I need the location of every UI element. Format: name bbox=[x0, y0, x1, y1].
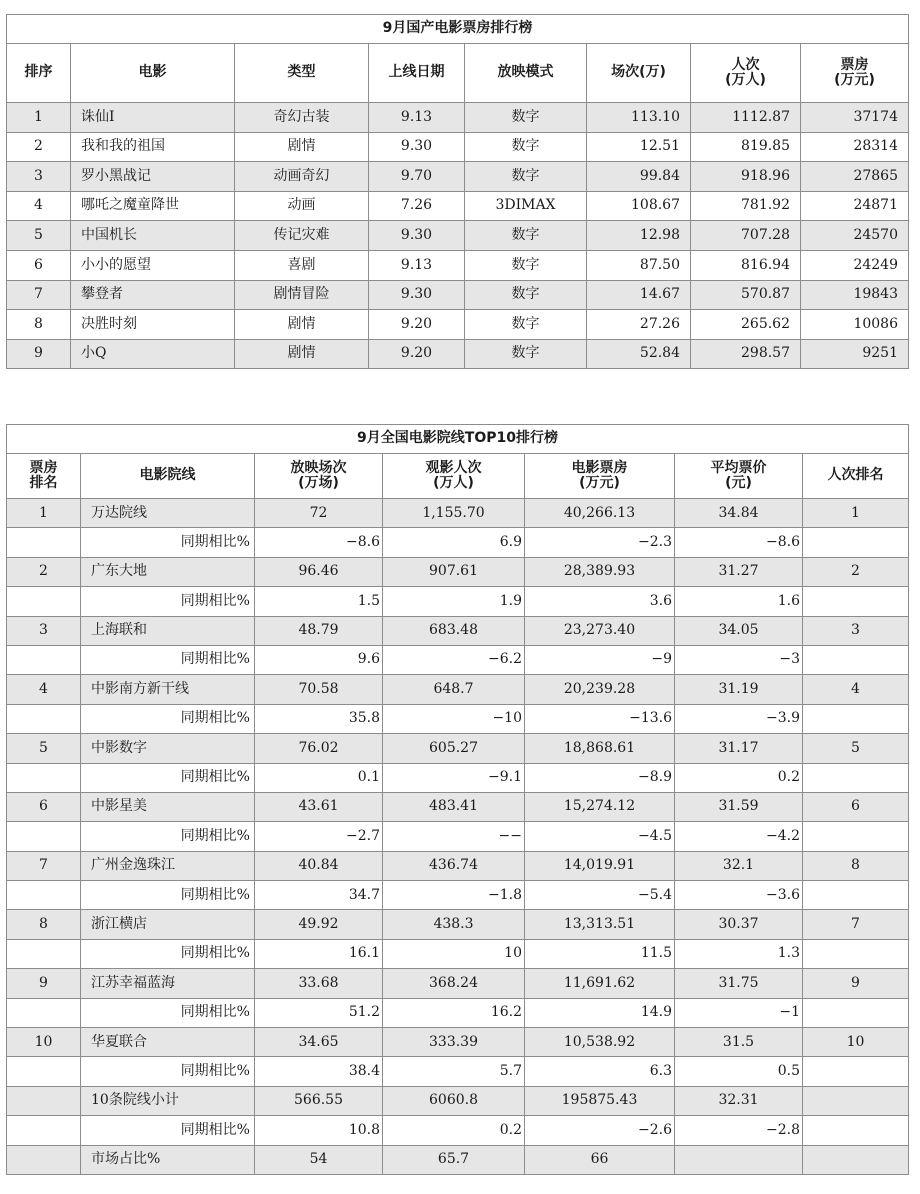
avg-price-cell: 31.75 bbox=[675, 969, 803, 998]
table-cell: 9.20 bbox=[369, 310, 465, 340]
admission-rank-cell: 1 bbox=[803, 499, 909, 528]
empty-cell bbox=[803, 939, 909, 968]
box-office-cell: 11,691.62 bbox=[525, 969, 675, 998]
admissions-cell: 65.7 bbox=[383, 1145, 525, 1174]
yoy-row bbox=[7, 822, 909, 851]
column-header: 观影人次 (万人) bbox=[383, 454, 525, 499]
yoy-value: 0.1 bbox=[255, 763, 383, 792]
admission-rank-cell: 3 bbox=[803, 616, 909, 645]
admission-rank-cell bbox=[803, 1145, 909, 1174]
table-row bbox=[7, 616, 909, 645]
table2-title-row bbox=[7, 425, 909, 454]
domestic-box-office-table bbox=[6, 14, 909, 369]
table-cell: 52.84 bbox=[587, 339, 691, 369]
cinema-chain-name: 广东大地 bbox=[81, 557, 255, 586]
empty-cell bbox=[7, 704, 81, 733]
yoy-value: 14.9 bbox=[525, 998, 675, 1027]
table-cell: 12.98 bbox=[587, 221, 691, 251]
table-cell: 剧情冒险 bbox=[235, 280, 369, 310]
column-header: 票房 (万元) bbox=[801, 44, 909, 103]
screenings-cell: 96.46 bbox=[255, 557, 383, 586]
avg-price-cell: 34.84 bbox=[675, 499, 803, 528]
admissions-cell: 436.74 bbox=[383, 851, 525, 880]
empty-cell bbox=[7, 939, 81, 968]
avg-price-cell: 31.27 bbox=[675, 557, 803, 586]
table-row bbox=[7, 910, 909, 939]
table-row bbox=[7, 191, 909, 221]
screenings-cell: 76.02 bbox=[255, 734, 383, 763]
yoy-row bbox=[7, 939, 909, 968]
admissions-cell: 333.39 bbox=[383, 1028, 525, 1057]
cinema-chain-name: 10条院线小计 bbox=[81, 1086, 255, 1115]
table-cell: 数字 bbox=[465, 103, 587, 133]
table-cell: 19843 bbox=[801, 280, 909, 310]
yoy-value: 34.7 bbox=[255, 881, 383, 910]
table-cell: 819.85 bbox=[691, 132, 801, 162]
table-cell: 87.50 bbox=[587, 250, 691, 280]
table-cell: 决胜时刻 bbox=[71, 310, 235, 340]
box-office-cell: 18,868.61 bbox=[525, 734, 675, 763]
table-cell: 传记灾难 bbox=[235, 221, 369, 251]
avg-price-cell: 32.1 bbox=[675, 851, 803, 880]
empty-cell bbox=[803, 704, 909, 733]
yoy-value: −− bbox=[383, 822, 525, 851]
table-cell: 数字 bbox=[465, 221, 587, 251]
yoy-value: −2.8 bbox=[675, 1116, 803, 1145]
table-cell: 6 bbox=[7, 250, 71, 280]
table-cell: 2 bbox=[7, 132, 71, 162]
box-office-cell: 195875.43 bbox=[525, 1086, 675, 1115]
admission-rank-cell: 2 bbox=[803, 557, 909, 586]
box-office-cell: 28,389.93 bbox=[525, 557, 675, 586]
yoy-label: 同期相比% bbox=[81, 645, 255, 674]
table-cell: 9.13 bbox=[369, 250, 465, 280]
cinema-chain-name: 上海联和 bbox=[81, 616, 255, 645]
cinema-chain-name: 市场占比% bbox=[81, 1145, 255, 1174]
admission-rank-cell: 4 bbox=[803, 675, 909, 704]
empty-cell bbox=[7, 881, 81, 910]
yoy-value: −2.3 bbox=[525, 528, 675, 557]
table-cell: 数字 bbox=[465, 310, 587, 340]
box-office-rank-cell: 5 bbox=[7, 734, 81, 763]
admissions-cell: 907.61 bbox=[383, 557, 525, 586]
box-office-cell: 23,273.40 bbox=[525, 616, 675, 645]
box-office-cell: 66 bbox=[525, 1145, 675, 1174]
admissions-cell: 683.48 bbox=[383, 616, 525, 645]
empty-cell bbox=[803, 528, 909, 557]
table-cell: 我和我的祖国 bbox=[71, 132, 235, 162]
column-header: 上线日期 bbox=[369, 44, 465, 103]
box-office-rank-cell: 2 bbox=[7, 557, 81, 586]
yoy-row bbox=[7, 528, 909, 557]
table-row bbox=[7, 162, 909, 192]
table-cell: 10086 bbox=[801, 310, 909, 340]
table-cell: 28314 bbox=[801, 132, 909, 162]
admission-rank-cell: 8 bbox=[803, 851, 909, 880]
admission-rank-cell: 5 bbox=[803, 734, 909, 763]
empty-cell bbox=[7, 822, 81, 851]
table-cell: 298.57 bbox=[691, 339, 801, 369]
column-header: 人次排名 bbox=[803, 454, 909, 499]
yoy-value: 6.3 bbox=[525, 1057, 675, 1086]
empty-cell bbox=[7, 1116, 81, 1145]
yoy-row bbox=[7, 645, 909, 674]
cinema-chain-name: 中影数字 bbox=[81, 734, 255, 763]
yoy-value: −5.4 bbox=[525, 881, 675, 910]
yoy-value: −13.6 bbox=[525, 704, 675, 733]
cinema-chain-name: 中影南方新干线 bbox=[81, 675, 255, 704]
yoy-value: −4.5 bbox=[525, 822, 675, 851]
table-cell: 动画奇幻 bbox=[235, 162, 369, 192]
yoy-row bbox=[7, 1057, 909, 1086]
table-cell: 5 bbox=[7, 221, 71, 251]
screenings-cell: 70.58 bbox=[255, 675, 383, 704]
table-cell: 1112.87 bbox=[691, 103, 801, 133]
yoy-value: 38.4 bbox=[255, 1057, 383, 1086]
empty-cell bbox=[803, 1057, 909, 1086]
column-header: 放映模式 bbox=[465, 44, 587, 103]
table-row bbox=[7, 1028, 909, 1057]
table-cell: 数字 bbox=[465, 339, 587, 369]
yoy-value: 16.1 bbox=[255, 939, 383, 968]
empty-cell bbox=[803, 645, 909, 674]
market-share-row bbox=[7, 1145, 909, 1174]
cinema-chain-name: 浙江横店 bbox=[81, 910, 255, 939]
column-header: 人次 (万人) bbox=[691, 44, 801, 103]
yoy-value: 16.2 bbox=[383, 998, 525, 1027]
yoy-row bbox=[7, 1116, 909, 1145]
avg-price-cell: 34.05 bbox=[675, 616, 803, 645]
table-row bbox=[7, 969, 909, 998]
table-cell: 265.62 bbox=[691, 310, 801, 340]
box-office-cell: 15,274.12 bbox=[525, 792, 675, 821]
table2-header-row bbox=[7, 454, 909, 499]
yoy-value: −9 bbox=[525, 645, 675, 674]
box-office-rank-cell: 1 bbox=[7, 499, 81, 528]
admission-rank-cell: 10 bbox=[803, 1028, 909, 1057]
table-cell: 24871 bbox=[801, 191, 909, 221]
empty-cell bbox=[803, 998, 909, 1027]
admissions-cell: 648.7 bbox=[383, 675, 525, 704]
admission-rank-cell bbox=[803, 1086, 909, 1115]
admission-rank-cell: 9 bbox=[803, 969, 909, 998]
table-cell: 3 bbox=[7, 162, 71, 192]
yoy-value: 9.6 bbox=[255, 645, 383, 674]
yoy-label: 同期相比% bbox=[81, 881, 255, 910]
cinema-chain-name: 中影星美 bbox=[81, 792, 255, 821]
admission-rank-cell: 7 bbox=[803, 910, 909, 939]
table-cell: 数字 bbox=[465, 250, 587, 280]
table-cell: 24570 bbox=[801, 221, 909, 251]
box-office-rank-cell bbox=[7, 1145, 81, 1174]
table-cell: 剧情 bbox=[235, 339, 369, 369]
table-cell: 9.20 bbox=[369, 339, 465, 369]
table-row bbox=[7, 499, 909, 528]
table-cell: 570.87 bbox=[691, 280, 801, 310]
admissions-cell: 605.27 bbox=[383, 734, 525, 763]
table-cell: 罗小黑战记 bbox=[71, 162, 235, 192]
table-cell: 7 bbox=[7, 280, 71, 310]
table-cell: 8 bbox=[7, 310, 71, 340]
box-office-rank-cell: 10 bbox=[7, 1028, 81, 1057]
table-cell: 9.30 bbox=[369, 132, 465, 162]
table-cell: 小小的愿望 bbox=[71, 250, 235, 280]
table-cell: 动画 bbox=[235, 191, 369, 221]
table-cell: 诛仙Ⅰ bbox=[71, 103, 235, 133]
column-header: 类型 bbox=[235, 44, 369, 103]
table-cell: 12.51 bbox=[587, 132, 691, 162]
table-row bbox=[7, 675, 909, 704]
yoy-value: −1.8 bbox=[383, 881, 525, 910]
yoy-value: 11.5 bbox=[525, 939, 675, 968]
table-cell: 9251 bbox=[801, 339, 909, 369]
box-office-cell: 20,239.28 bbox=[525, 675, 675, 704]
table2-title: 9月全国电影院线TOP10排行榜 bbox=[7, 425, 909, 454]
empty-cell bbox=[803, 881, 909, 910]
box-office-cell: 14,019.91 bbox=[525, 851, 675, 880]
admission-rank-cell: 6 bbox=[803, 792, 909, 821]
table-cell: 奇幻古装 bbox=[235, 103, 369, 133]
yoy-label: 同期相比% bbox=[81, 587, 255, 616]
table-cell: 27.26 bbox=[587, 310, 691, 340]
screenings-cell: 54 bbox=[255, 1145, 383, 1174]
yoy-row bbox=[7, 704, 909, 733]
yoy-row bbox=[7, 881, 909, 910]
yoy-value: 0.2 bbox=[675, 763, 803, 792]
table-cell: 37174 bbox=[801, 103, 909, 133]
avg-price-cell: 31.17 bbox=[675, 734, 803, 763]
table-cell: 918.96 bbox=[691, 162, 801, 192]
admissions-cell: 438.3 bbox=[383, 910, 525, 939]
yoy-label: 同期相比% bbox=[81, 763, 255, 792]
table-row bbox=[7, 792, 909, 821]
column-header: 电影票房 (万元) bbox=[525, 454, 675, 499]
yoy-value: 51.2 bbox=[255, 998, 383, 1027]
table-cell: 1 bbox=[7, 103, 71, 133]
screenings-cell: 72 bbox=[255, 499, 383, 528]
yoy-value: −10 bbox=[383, 704, 525, 733]
table-row bbox=[7, 851, 909, 880]
table-cell: 24249 bbox=[801, 250, 909, 280]
box-office-cell: 10,538.92 bbox=[525, 1028, 675, 1057]
yoy-value: 1.5 bbox=[255, 587, 383, 616]
table-cell: 707.28 bbox=[691, 221, 801, 251]
yoy-value: −1 bbox=[675, 998, 803, 1027]
screenings-cell: 33.68 bbox=[255, 969, 383, 998]
yoy-value: −8.6 bbox=[255, 528, 383, 557]
admissions-cell: 368.24 bbox=[383, 969, 525, 998]
yoy-value: 10 bbox=[383, 939, 525, 968]
yoy-value: 3.6 bbox=[525, 587, 675, 616]
yoy-label: 同期相比% bbox=[81, 998, 255, 1027]
table-cell: 3DIMAX bbox=[465, 191, 587, 221]
table-row bbox=[7, 339, 909, 369]
table-row bbox=[7, 557, 909, 586]
column-header: 电影院线 bbox=[81, 454, 255, 499]
yoy-row bbox=[7, 763, 909, 792]
empty-cell bbox=[803, 763, 909, 792]
yoy-value: −2.6 bbox=[525, 1116, 675, 1145]
table-cell: 7.26 bbox=[369, 191, 465, 221]
yoy-row bbox=[7, 998, 909, 1027]
box-office-cell: 13,313.51 bbox=[525, 910, 675, 939]
admissions-cell: 1,155.70 bbox=[383, 499, 525, 528]
empty-cell bbox=[803, 1116, 909, 1145]
table-cell: 9.13 bbox=[369, 103, 465, 133]
yoy-value: 5.7 bbox=[383, 1057, 525, 1086]
admissions-cell: 6060.8 bbox=[383, 1086, 525, 1115]
avg-price-cell: 31.59 bbox=[675, 792, 803, 821]
table-cell: 数字 bbox=[465, 162, 587, 192]
box-office-rank-cell: 4 bbox=[7, 675, 81, 704]
table-cell: 喜剧 bbox=[235, 250, 369, 280]
empty-cell bbox=[7, 645, 81, 674]
admissions-cell: 483.41 bbox=[383, 792, 525, 821]
box-office-rank-cell: 7 bbox=[7, 851, 81, 880]
yoy-label: 同期相比% bbox=[81, 1057, 255, 1086]
box-office-rank-cell bbox=[7, 1086, 81, 1115]
table-cell: 小Q bbox=[71, 339, 235, 369]
box-office-rank-cell: 9 bbox=[7, 969, 81, 998]
avg-price-cell: 30.37 bbox=[675, 910, 803, 939]
yoy-value: −4.2 bbox=[675, 822, 803, 851]
column-header: 平均票价 (元) bbox=[675, 454, 803, 499]
avg-price-cell: 31.19 bbox=[675, 675, 803, 704]
table-cell: 攀登者 bbox=[71, 280, 235, 310]
column-header: 排序 bbox=[7, 44, 71, 103]
yoy-value: −3.9 bbox=[675, 704, 803, 733]
table-cell: 数字 bbox=[465, 280, 587, 310]
table-row bbox=[7, 103, 909, 133]
yoy-value: −2.7 bbox=[255, 822, 383, 851]
empty-cell bbox=[7, 587, 81, 616]
table1-header-row bbox=[7, 44, 909, 103]
yoy-value: 1.6 bbox=[675, 587, 803, 616]
yoy-value: 10.8 bbox=[255, 1116, 383, 1145]
yoy-value: 6.9 bbox=[383, 528, 525, 557]
column-header: 电影 bbox=[71, 44, 235, 103]
yoy-value: 0.2 bbox=[383, 1116, 525, 1145]
empty-cell bbox=[7, 998, 81, 1027]
cinema-chain-top10-table bbox=[6, 424, 909, 1175]
cinema-chain-name: 华夏联合 bbox=[81, 1028, 255, 1057]
yoy-row bbox=[7, 587, 909, 616]
screenings-cell: 48.79 bbox=[255, 616, 383, 645]
box-office-cell: 40,266.13 bbox=[525, 499, 675, 528]
yoy-label: 同期相比% bbox=[81, 822, 255, 851]
yoy-value: −6.2 bbox=[383, 645, 525, 674]
table-row bbox=[7, 280, 909, 310]
avg-price-cell: 32.31 bbox=[675, 1086, 803, 1115]
table-cell: 99.84 bbox=[587, 162, 691, 192]
table-cell: 剧情 bbox=[235, 132, 369, 162]
empty-cell bbox=[7, 528, 81, 557]
yoy-value: 1.9 bbox=[383, 587, 525, 616]
yoy-value: −8.6 bbox=[675, 528, 803, 557]
empty-cell bbox=[7, 1057, 81, 1086]
avg-price-cell: 31.5 bbox=[675, 1028, 803, 1057]
table-cell: 9.30 bbox=[369, 221, 465, 251]
screenings-cell: 43.61 bbox=[255, 792, 383, 821]
screenings-cell: 566.55 bbox=[255, 1086, 383, 1115]
column-header: 票房 排名 bbox=[7, 454, 81, 499]
table-cell: 14.67 bbox=[587, 280, 691, 310]
yoy-value: 0.5 bbox=[675, 1057, 803, 1086]
table-cell: 9.30 bbox=[369, 280, 465, 310]
yoy-value: −9.1 bbox=[383, 763, 525, 792]
table-row bbox=[7, 1086, 909, 1115]
cinema-chain-name: 万达院线 bbox=[81, 499, 255, 528]
table-cell: 9 bbox=[7, 339, 71, 369]
yoy-value: 35.8 bbox=[255, 704, 383, 733]
table-row bbox=[7, 734, 909, 763]
screenings-cell: 49.92 bbox=[255, 910, 383, 939]
yoy-value: −3.6 bbox=[675, 881, 803, 910]
yoy-value: 1.3 bbox=[675, 939, 803, 968]
table-cell: 27865 bbox=[801, 162, 909, 192]
empty-cell bbox=[803, 822, 909, 851]
screenings-cell: 40.84 bbox=[255, 851, 383, 880]
cinema-chain-name: 江苏幸福蓝海 bbox=[81, 969, 255, 998]
yoy-label: 同期相比% bbox=[81, 528, 255, 557]
column-header: 场次(万) bbox=[587, 44, 691, 103]
table-row bbox=[7, 310, 909, 340]
table-cell: 4 bbox=[7, 191, 71, 221]
table-cell: 哪吒之魔童降世 bbox=[71, 191, 235, 221]
table-row bbox=[7, 221, 909, 251]
table1-title-row bbox=[7, 15, 909, 44]
yoy-label: 同期相比% bbox=[81, 704, 255, 733]
empty-cell bbox=[7, 763, 81, 792]
box-office-rank-cell: 8 bbox=[7, 910, 81, 939]
box-office-rank-cell: 6 bbox=[7, 792, 81, 821]
empty-cell bbox=[803, 587, 909, 616]
yoy-value: −3 bbox=[675, 645, 803, 674]
box-office-rank-cell: 3 bbox=[7, 616, 81, 645]
table-cell: 113.10 bbox=[587, 103, 691, 133]
yoy-label: 同期相比% bbox=[81, 1116, 255, 1145]
table-cell: 108.67 bbox=[587, 191, 691, 221]
screenings-cell: 34.65 bbox=[255, 1028, 383, 1057]
table-cell: 9.70 bbox=[369, 162, 465, 192]
table-cell: 816.94 bbox=[691, 250, 801, 280]
table-cell: 剧情 bbox=[235, 310, 369, 340]
table-row bbox=[7, 250, 909, 280]
cinema-chain-name: 广州金逸珠江 bbox=[81, 851, 255, 880]
yoy-label: 同期相比% bbox=[81, 939, 255, 968]
table-cell: 中国机长 bbox=[71, 221, 235, 251]
table1-title: 9月国产电影票房排行榜 bbox=[7, 15, 909, 44]
yoy-value: −8.9 bbox=[525, 763, 675, 792]
table-row bbox=[7, 132, 909, 162]
table-cell: 数字 bbox=[465, 132, 587, 162]
avg-price-cell bbox=[675, 1145, 803, 1174]
column-header: 放映场次 (万场) bbox=[255, 454, 383, 499]
table-cell: 781.92 bbox=[691, 191, 801, 221]
